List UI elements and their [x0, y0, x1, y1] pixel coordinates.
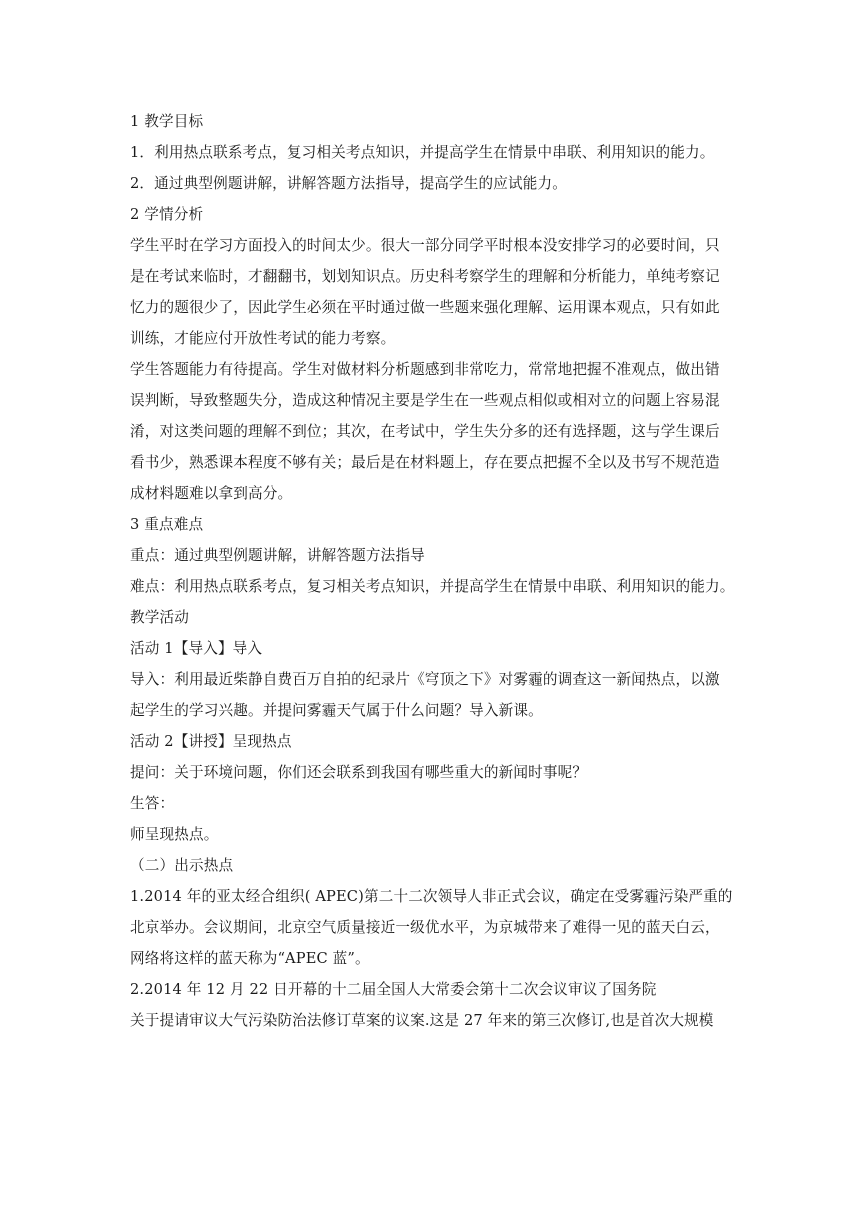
- hotspot-item-2: 2.2014 年 12 月 22 日开幕的十二届全国人大常委会第十二次会议审议了国务院: [130, 981, 657, 998]
- analysis-paragraph-2: [130, 354, 730, 509]
- paragraph-line: 学生平时在学习方面投入的时间太少。很大一部分同学平时根本没安排学习的必要时间，只: [130, 237, 720, 254]
- paragraph-line: 是在考试来临时，才翻翻书，划划知识点。历史科考察学生的理解和分析能力，单纯考察记: [130, 268, 720, 285]
- activity-1-paragraph: [130, 664, 730, 726]
- activity-1-heading: 活动 1【导入】导入: [130, 640, 263, 657]
- paragraph-line: 误判断，导致整题失分，造成这种情况主要是学生在一些观点相似或相对立的问题上容易混: [130, 392, 720, 409]
- hotspot-item-2-continued: 关于提请审议大气污染防治法修订草案的议案.这是 27 年来的第三次修订,也是首次大规模: [130, 1012, 714, 1029]
- paragraph-line: 起学生的学习兴趣。并提问雾霾天气属于什么问题？导入新课。: [130, 702, 543, 719]
- paragraph-line: 淆，对这类问题的理解不到位；其次，在考试中，学生失分多的还有选择题，这与学生课后: [130, 423, 720, 440]
- paragraph-line: 训练，才能应付开放性考试的能力考察。: [130, 330, 396, 347]
- paragraph-line: 忆力的题很少了，因此学生必须在平时通过做一些题来强化理解、运用课本观点，只有如此: [130, 299, 720, 316]
- paragraph-line: 1.2014 年的亚太经合组织( APEC)第二十二次领导人非正式会议，确定在受雾霾污染严重的: [130, 888, 733, 905]
- paragraph-line: 看书少，熟悉课本程度不够有关；最后是在材料题上，存在要点把握不全以及书写不规范造: [130, 454, 720, 471]
- student-answer-line: 生答：: [130, 795, 175, 812]
- key-point-line: 重点：通过典型例题讲解，讲解答题方法指导: [130, 547, 425, 564]
- paragraph-line: 成材料题难以拿到高分。: [130, 485, 293, 502]
- question-line: 提问：关于环境问题，你们还会联系到我国有哪些重大的新闻时事呢？: [130, 764, 588, 781]
- section-heading-analysis: 2 学情分析: [130, 206, 204, 223]
- objective-item-1: 1．利用热点联系考点，复习相关考点知识，并提高学生在情景中串联、利用知识的能力。: [130, 144, 715, 161]
- subsection-heading-hotspots: （二）出示热点: [130, 857, 234, 874]
- section-heading-activities: 教学活动: [130, 609, 189, 626]
- objective-item-2: 2．通过典型例题讲解，讲解答题方法指导，提高学生的应试能力。: [130, 175, 568, 192]
- section-heading-objectives: 1 教学目标: [130, 113, 204, 130]
- analysis-paragraph-1: [130, 230, 730, 354]
- document-body: [130, 106, 735, 1036]
- activity-2-heading: 活动 2【讲授】呈现热点: [130, 733, 292, 750]
- paragraph-line: 导入：利用最近柴静自费百万自拍的纪录片《穹顶之下》对雾霾的调查这一新闻热点，以激: [130, 671, 720, 688]
- paragraph-line: 学生答题能力有待提高。学生对做材料分析题感到非常吃力，常常地把握不准观点，做出错: [130, 361, 720, 378]
- hotspot-item-1: [130, 881, 733, 974]
- difficulty-line: 难点：利用热点联系考点，复习相关考点知识，并提高学生在情景中串联、利用知识的能力。: [130, 578, 735, 595]
- teacher-line: 师呈现热点。: [130, 826, 219, 843]
- paragraph-line: 北京举办。会议期间，北京空气质量接近一级优水平，为京城带来了难得一见的蓝天白云，: [130, 919, 720, 936]
- section-heading-key-points: 3 重点难点: [130, 516, 204, 533]
- paragraph-line: 网络将这样的蓝天称为“APEC 蓝”。: [130, 950, 370, 967]
